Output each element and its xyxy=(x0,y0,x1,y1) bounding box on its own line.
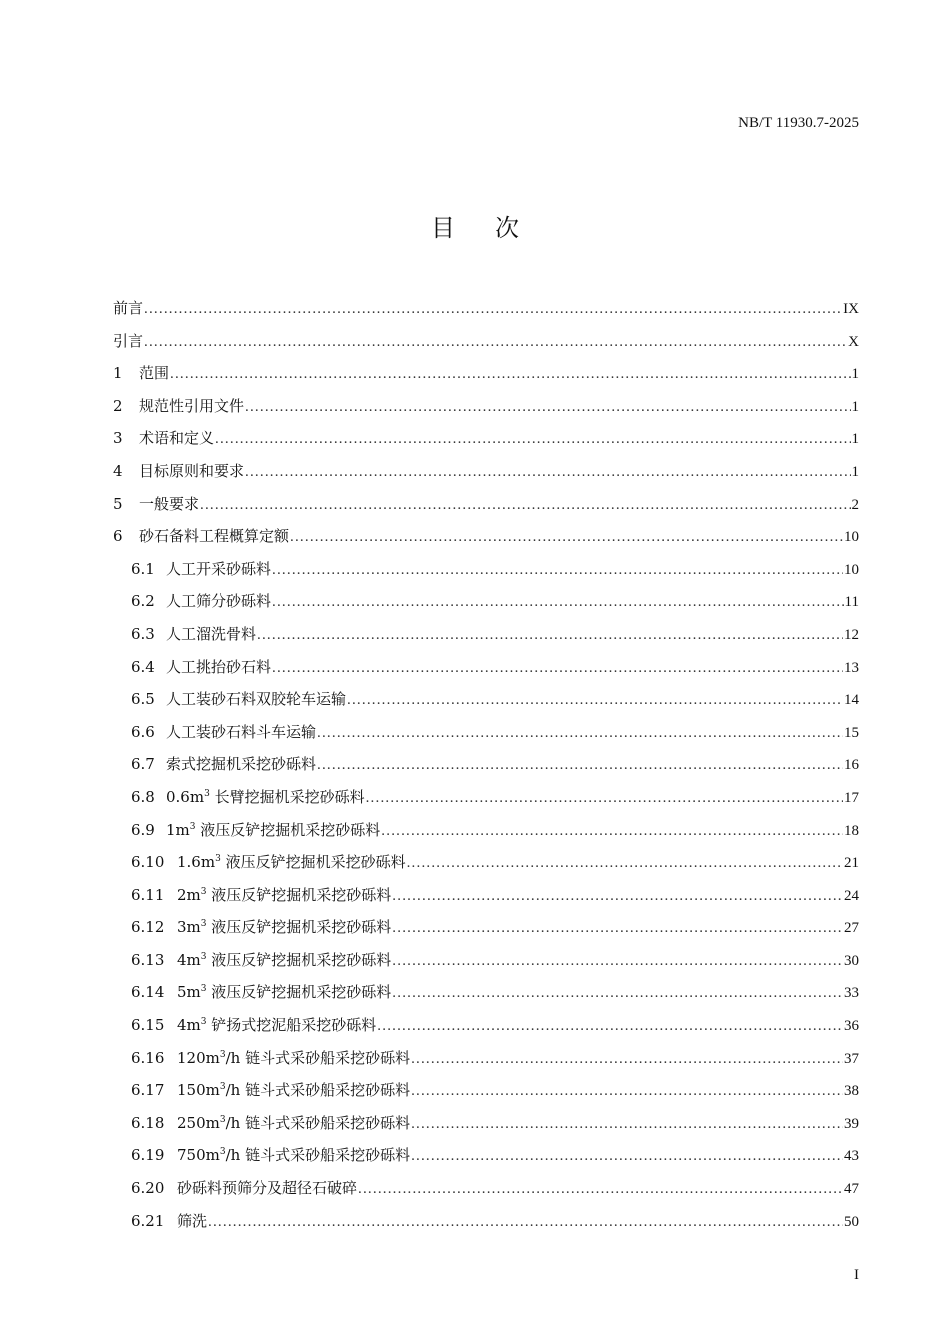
toc-entry-title: 筛洗 xyxy=(177,1211,208,1230)
toc-entry-number: 6.19 xyxy=(131,1146,165,1165)
toc-entry-title: 人工开采砂砾料 xyxy=(166,559,272,578)
toc-entry-title-superscript: 3 xyxy=(200,984,207,995)
toc-entry-page: 36 xyxy=(844,1018,859,1035)
dot-leader xyxy=(358,1176,843,1203)
toc-entry-number: 6.16 xyxy=(131,1048,165,1067)
toc-entry-number: 6.12 xyxy=(131,918,165,937)
toc-entry[interactable] xyxy=(113,1012,859,1045)
toc-entry-title-prefix: 4m xyxy=(177,950,201,969)
dot-leader xyxy=(392,883,843,910)
toc-entry-number: 6.7 xyxy=(131,755,155,774)
dot-leader xyxy=(411,1143,843,1170)
toc-entry-number: 6.20 xyxy=(131,1179,165,1198)
dot-leader xyxy=(407,850,843,877)
toc-entry-title-prefix: 150m xyxy=(177,1081,220,1100)
toc-entry-page: 14 xyxy=(844,692,859,709)
toc-entry-page: 15 xyxy=(844,724,859,741)
toc-entry-page: 39 xyxy=(844,1115,859,1132)
dot-leader xyxy=(411,1046,843,1073)
toc-entry-title-rest: 长臂挖掘机采挖砂砾料 xyxy=(209,787,365,806)
toc-entry-page: 37 xyxy=(844,1050,859,1067)
toc-entry-number: 6.14 xyxy=(131,983,165,1002)
dot-leader xyxy=(272,557,843,584)
toc-entry-page: 21 xyxy=(844,855,859,872)
toc-entry[interactable] xyxy=(113,719,859,752)
toc-entry-number: 4 xyxy=(113,461,123,480)
toc-entry[interactable] xyxy=(113,849,859,882)
toc-entry-title-prefix: 3m xyxy=(177,918,201,937)
toc-entry-page: 27 xyxy=(844,920,859,937)
toc-entry[interactable] xyxy=(113,491,859,524)
dot-leader xyxy=(317,752,843,779)
toc-entry-title-rest: /h 链斗式采砂船采挖砂砾料 xyxy=(225,1113,411,1132)
toc-entry[interactable] xyxy=(113,295,859,328)
toc-entry-page: 13 xyxy=(844,659,859,676)
toc-entry[interactable] xyxy=(113,360,859,393)
toc-entry-title-rest: 液压反铲挖掘机采挖砂砾料 xyxy=(195,820,381,839)
toc-entry-title: 人工筛分砂砾料 xyxy=(166,592,272,611)
toc-entry-page: 1 xyxy=(851,366,859,383)
toc-entry-title xyxy=(177,1110,410,1137)
toc-entry-number: 6.3 xyxy=(131,624,155,643)
toc-entry[interactable] xyxy=(113,523,859,556)
toc-entry-number: 2 xyxy=(113,396,123,415)
toc-entry-title-rest: 铲扬式挖泥船采挖砂砾料 xyxy=(206,1016,377,1035)
dot-leader xyxy=(411,1078,843,1105)
toc-entry-title-rest: /h 链斗式采砂船采挖砂砾料 xyxy=(225,1048,411,1067)
toc-entry-page: 33 xyxy=(844,985,859,1002)
toc-entry[interactable] xyxy=(113,1045,859,1078)
toc-entry-page: 43 xyxy=(844,1148,859,1165)
toc-entry-title: 砂石备料工程概算定额 xyxy=(139,527,290,546)
toc-entry-title-superscript: 3 xyxy=(200,919,207,930)
toc-entry[interactable] xyxy=(113,621,859,654)
toc-entry[interactable] xyxy=(113,556,859,589)
toc-entry-title-rest: 液压反铲挖掘机采挖砂砾料 xyxy=(206,950,392,969)
toc-entry-title xyxy=(177,849,406,876)
dot-leader xyxy=(347,687,843,714)
dot-leader xyxy=(245,459,850,486)
toc-entry-title: 范围 xyxy=(139,364,170,383)
dot-leader xyxy=(272,655,843,682)
toc-entry[interactable] xyxy=(113,588,859,621)
toc-entry[interactable] xyxy=(113,882,859,915)
dot-leader xyxy=(411,1111,843,1138)
toc-entry[interactable] xyxy=(113,1208,859,1241)
toc-entry-number: 6.10 xyxy=(131,853,165,872)
toc-entry-number: 6.5 xyxy=(131,690,155,709)
toc-entry-number: 6.13 xyxy=(131,950,165,969)
toc-entry-title-superscript: 3 xyxy=(215,854,221,865)
toc-entry-title xyxy=(177,1142,410,1169)
page-title xyxy=(0,208,950,243)
toc-entry-title-superscript: 3 xyxy=(219,1114,226,1125)
toc-entry-page: 1 xyxy=(851,398,859,415)
toc-entry-title-superscript: 3 xyxy=(219,1049,226,1060)
toc-entry-title-superscript: 3 xyxy=(204,788,210,799)
toc-entry-page: 12 xyxy=(844,626,859,643)
dot-leader xyxy=(144,329,847,356)
toc-entry[interactable] xyxy=(113,1077,859,1110)
table-of-contents xyxy=(113,295,859,1240)
toc-entry-title-prefix: 750m xyxy=(177,1146,220,1165)
toc-entry-title-superscript: 3 xyxy=(219,1082,226,1093)
toc-entry-page: 16 xyxy=(844,757,859,774)
toc-entry-page: IX xyxy=(843,301,859,317)
toc-entry-number: 6 xyxy=(113,527,123,546)
toc-entry[interactable] xyxy=(113,1110,859,1143)
dot-leader xyxy=(245,394,850,421)
toc-entry-title xyxy=(177,1045,410,1072)
toc-entry-title-prefix: 0.6m xyxy=(166,787,205,806)
dot-leader xyxy=(392,980,843,1007)
toc-entry-title: 人工溜洗骨料 xyxy=(166,624,257,643)
toc-entry-title-prefix: 4m xyxy=(177,1016,201,1035)
toc-entry-number: 6.9 xyxy=(131,820,155,839)
toc-entry-number: 6.4 xyxy=(131,657,155,676)
dot-leader xyxy=(208,1209,843,1236)
document-code: NB/T 11930.7-2025 xyxy=(738,115,859,131)
dot-leader xyxy=(392,948,843,975)
toc-entry-title: 术语和定义 xyxy=(139,429,215,448)
toc-entry-title xyxy=(177,1012,376,1039)
toc-entry-title-superscript: 3 xyxy=(189,821,196,832)
toc-entry-page: 11 xyxy=(844,594,859,611)
toc-entry-page: 18 xyxy=(844,822,859,839)
toc-entry-number: 6.6 xyxy=(131,722,155,741)
toc-entry-title: 规范性引用文件 xyxy=(139,396,245,415)
toc-entry[interactable] xyxy=(113,1175,859,1208)
toc-entry-title-rest: 液压反铲挖掘机采挖砂砾料 xyxy=(206,983,392,1002)
toc-entry-title xyxy=(177,1077,410,1104)
title-char-1: 目 xyxy=(431,214,455,242)
dot-leader xyxy=(200,492,850,519)
toc-entry-number: 3 xyxy=(113,429,123,448)
toc-entry[interactable] xyxy=(113,784,859,817)
toc-entry-page: 10 xyxy=(844,529,859,546)
toc-entry-title-superscript: 3 xyxy=(200,886,207,897)
toc-entry-page: X xyxy=(848,333,859,350)
title-char-2: 次 xyxy=(495,214,519,242)
toc-entry-title-prefix: 2m xyxy=(177,885,201,904)
toc-entry-title-superscript: 3 xyxy=(200,1017,207,1028)
toc-entry-title xyxy=(166,817,380,844)
toc-entry-title-rest: /h 链斗式采砂船采挖砂砾料 xyxy=(225,1146,411,1165)
toc-entry-page: 1 xyxy=(851,431,859,448)
toc-entry-page: 1 xyxy=(851,463,859,480)
toc-entry-page: 17 xyxy=(844,789,859,806)
toc-entry-number: 6.11 xyxy=(131,885,165,904)
toc-entry[interactable] xyxy=(113,458,859,491)
toc-entry-title: 引言 xyxy=(113,331,144,350)
toc-entry[interactable] xyxy=(113,686,859,719)
toc-entry-title-prefix: 5m xyxy=(177,983,201,1002)
toc-entry-page: 24 xyxy=(844,887,859,904)
toc-entry-title-superscript: 3 xyxy=(219,1147,226,1158)
toc-entry-page: 30 xyxy=(844,952,859,969)
toc-entry[interactable] xyxy=(113,393,859,426)
dot-leader xyxy=(257,622,843,649)
toc-entry-title: 前言 xyxy=(113,299,144,317)
dot-leader xyxy=(272,589,844,616)
toc-entry[interactable] xyxy=(113,751,859,784)
dot-leader xyxy=(366,785,843,812)
toc-entry-title-prefix: 120m xyxy=(177,1048,220,1067)
toc-entry-title-rest: 液压反铲挖掘机采挖砂砾料 xyxy=(206,885,392,904)
dot-leader xyxy=(290,524,843,551)
toc-entry[interactable] xyxy=(113,979,859,1012)
toc-entry-title: 人工挑抬砂石料 xyxy=(166,657,272,676)
toc-entry-number: 5 xyxy=(113,494,123,513)
toc-entry[interactable] xyxy=(113,947,859,980)
toc-entry-number: 1 xyxy=(113,364,123,383)
toc-entry-number: 6.15 xyxy=(131,1016,165,1035)
toc-entry-number: 6.2 xyxy=(131,592,155,611)
toc-entry[interactable] xyxy=(113,1142,859,1175)
toc-entry-page: 50 xyxy=(844,1213,859,1230)
toc-entry-title: 目标原则和要求 xyxy=(139,461,245,480)
toc-entry[interactable] xyxy=(113,817,859,850)
toc-entry-number: 6.17 xyxy=(131,1081,165,1100)
toc-entry-number: 6.18 xyxy=(131,1113,165,1132)
toc-entry-title xyxy=(177,947,391,974)
toc-entry[interactable] xyxy=(113,328,859,361)
toc-entry-page: 47 xyxy=(844,1181,859,1198)
toc-entry[interactable] xyxy=(113,425,859,458)
toc-entry-page: 38 xyxy=(844,1083,859,1100)
dot-leader xyxy=(392,915,843,942)
dot-leader xyxy=(377,1013,843,1040)
toc-entry-title: 人工装砂石料斗车运输 xyxy=(166,722,317,741)
toc-entry-number: 6.21 xyxy=(131,1211,165,1230)
toc-entry-title: 一般要求 xyxy=(139,494,200,513)
toc-entry[interactable] xyxy=(113,654,859,687)
toc-entry-title-rest: 液压反铲挖掘机采挖砂砾料 xyxy=(206,918,392,937)
toc-entry-title xyxy=(177,882,391,909)
toc-entry-number: 6.8 xyxy=(131,787,155,806)
toc-entry-page: 2 xyxy=(851,496,859,513)
toc-entry-title: 索式挖掘机采挖砂砾料 xyxy=(166,755,317,774)
dot-leader xyxy=(317,720,843,747)
toc-entry-title xyxy=(166,784,365,811)
toc-entry-title-prefix: 250m xyxy=(177,1113,220,1132)
toc-entry-title xyxy=(177,979,391,1006)
toc-entry-title-superscript: 3 xyxy=(200,951,207,962)
toc-entry-page: 10 xyxy=(844,561,859,578)
dot-leader xyxy=(381,818,843,845)
toc-entry-number: 6.1 xyxy=(131,559,155,578)
toc-entry-title: 砂砾料预筛分及超径石破碎 xyxy=(177,1179,358,1198)
dot-leader xyxy=(215,426,850,453)
toc-entry-title-prefix: 1m xyxy=(166,820,190,839)
toc-entry-title-prefix: 1.6m xyxy=(177,853,216,872)
page-number: I xyxy=(854,1267,859,1283)
toc-entry-title-rest: 液压反铲挖掘机采挖砂砾料 xyxy=(220,853,406,872)
toc-entry-title: 人工装砂石料双胶轮车运输 xyxy=(166,690,347,709)
toc-entry[interactable] xyxy=(113,914,859,947)
toc-entry-title xyxy=(177,914,391,941)
dot-leader xyxy=(144,296,842,323)
dot-leader xyxy=(170,361,850,388)
toc-entry-title-rest: /h 链斗式采砂船采挖砂砾料 xyxy=(225,1081,411,1100)
